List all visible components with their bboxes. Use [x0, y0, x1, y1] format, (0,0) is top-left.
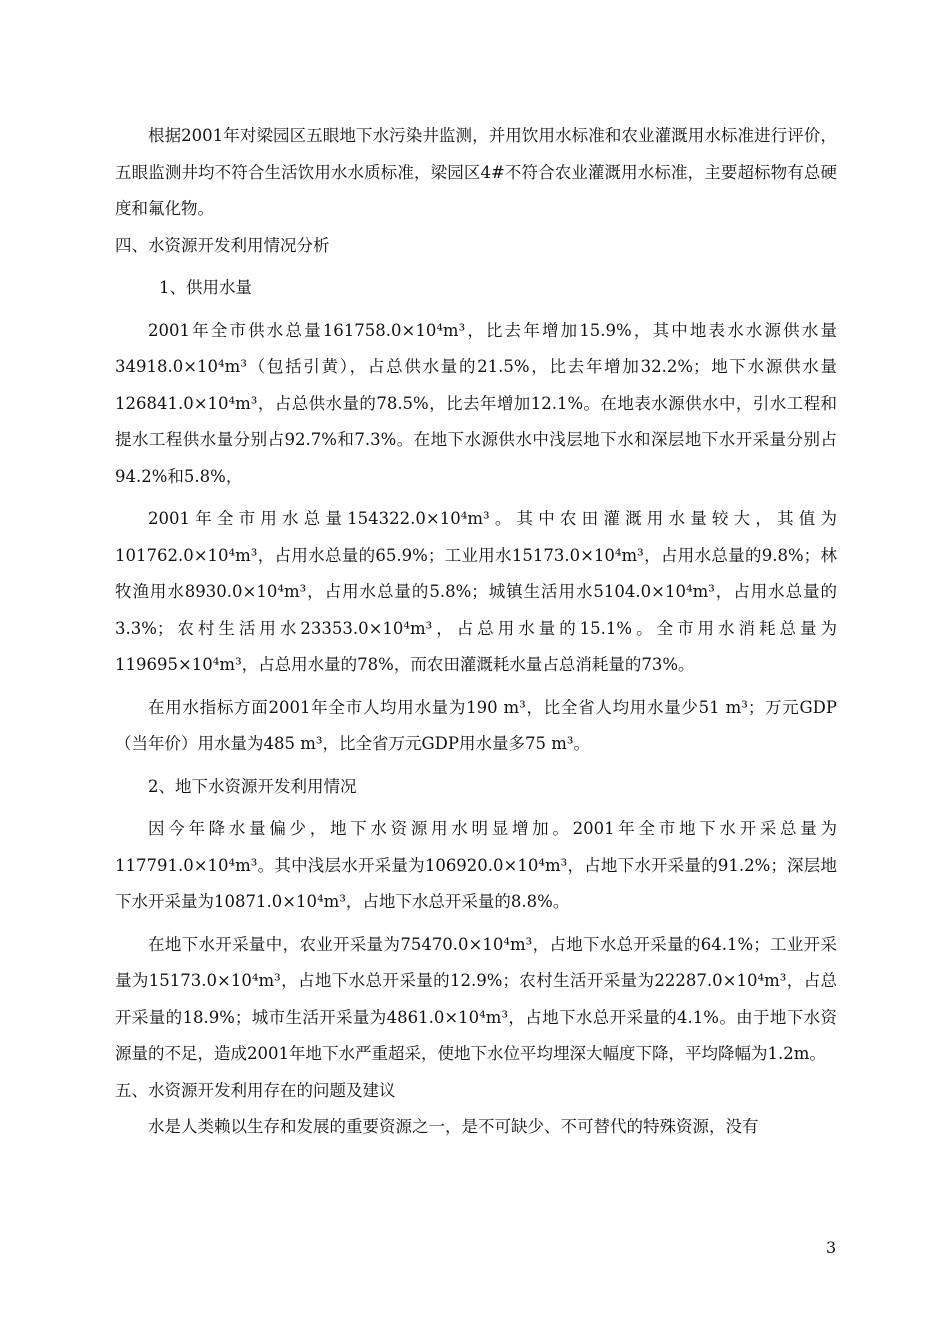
section-heading-4: 四、水资源开发利用情况分析 [115, 235, 330, 255]
paragraph-groundwater-breakdown: 在地下水开采量中，农业开采量为75470.0×10⁴m³，占地下水总开采量的64.1%；工业开采量为15173.0×10⁴m³，占地下水总开采量的12.9%；农村生活开采量为22287.0×10⁴m³，占总开采量的18.9%；城市生活开采量为4861.0×10⁴m³，占地下水总开采量的4.1%。由于地下水资源量的不足，造成2001年地下水严重超采，使地下水位平均埋深大幅度下降，平均降幅为1.2m。 [115, 934, 837, 1063]
paragraph-water-use: 2001年全市用水总量154322.0×10⁴m³。其中农田灌溉用水量较大，其值为101762.0×10⁴m³，占用水总量的65.9%；工业用水15173.0×10⁴m³，占用水总量的9.8%；林牧渔用水8930.0×10⁴m³，占用水总量的5.8%；城镇生活用水5104.0×10⁴m³，占用水总量的3.3%；农村生活用水23353.0×10⁴m³，占总用水量的15.1%。全市用水消耗总量为119695×10⁴m³，占总用水量的78%，而农田灌溉耗水量占总消耗量的73%。 [115, 509, 837, 674]
document-body [115, 118, 837, 1146]
paragraph-water-importance: 水是人类赖以生存和发展的重要资源之一，是不可缺少、不可替代的特殊资源，没有 [148, 1117, 759, 1136]
section-heading-5: 五、水资源开发利用存在的问题及建议 [115, 1080, 396, 1100]
subsection-heading-4-2: 2、地下水资源开发利用情况 [148, 776, 357, 796]
paragraph-water-supply: 2001年全市供水总量161758.0×10⁴m³，比去年增加15.9%，其中地表水水源供水量34918.0×10⁴m³（包括引黄），占总供水量的21.5%，比去年增加32.2%；地下水源供水量126841.0×10⁴m³，占总供水量的78.5%，比去年增加12.1%。在地表水源供水中，引水工程和提水工程供水量分别占92.7%和7.3%。在地下水源供水中浅层地下水和深层地下水开采量分别占94.2%和5.8%， [115, 320, 837, 486]
subsection-heading-4-1: 1、供用水量 [159, 278, 252, 297]
paragraph-water-indicators: 在用水指标方面2001年全市人均用水量为190 m³，比全省人均用水量少51 m³；万元GDP（当年价）用水量为485 m³，比全省万元GDP用水量多75 m³。 [115, 697, 837, 753]
page-number: 3 [826, 1238, 837, 1257]
paragraph-groundwater-monitoring: 根据2001年对梁园区五眼地下水污染井监测，并用饮用水标准和农业灌溉用水标准进行评价，五眼监测井均不符合生活饮用水水质标准，梁园区4#不符合农业灌溉用水标准，主要超标物有总硬度和氟化物。 [115, 126, 837, 218]
paragraph-groundwater-extraction: 因今年降水量偏少，地下水资源用水明显增加。2001年全市地下水开采总量为117791.0×10⁴m³。其中浅层水开采量为106920.0×10⁴m³，占地下水开采量的91.2%；深层地下水开采量为10871.0×10⁴m³，占地下水总开采量的8.8%。 [115, 819, 837, 911]
